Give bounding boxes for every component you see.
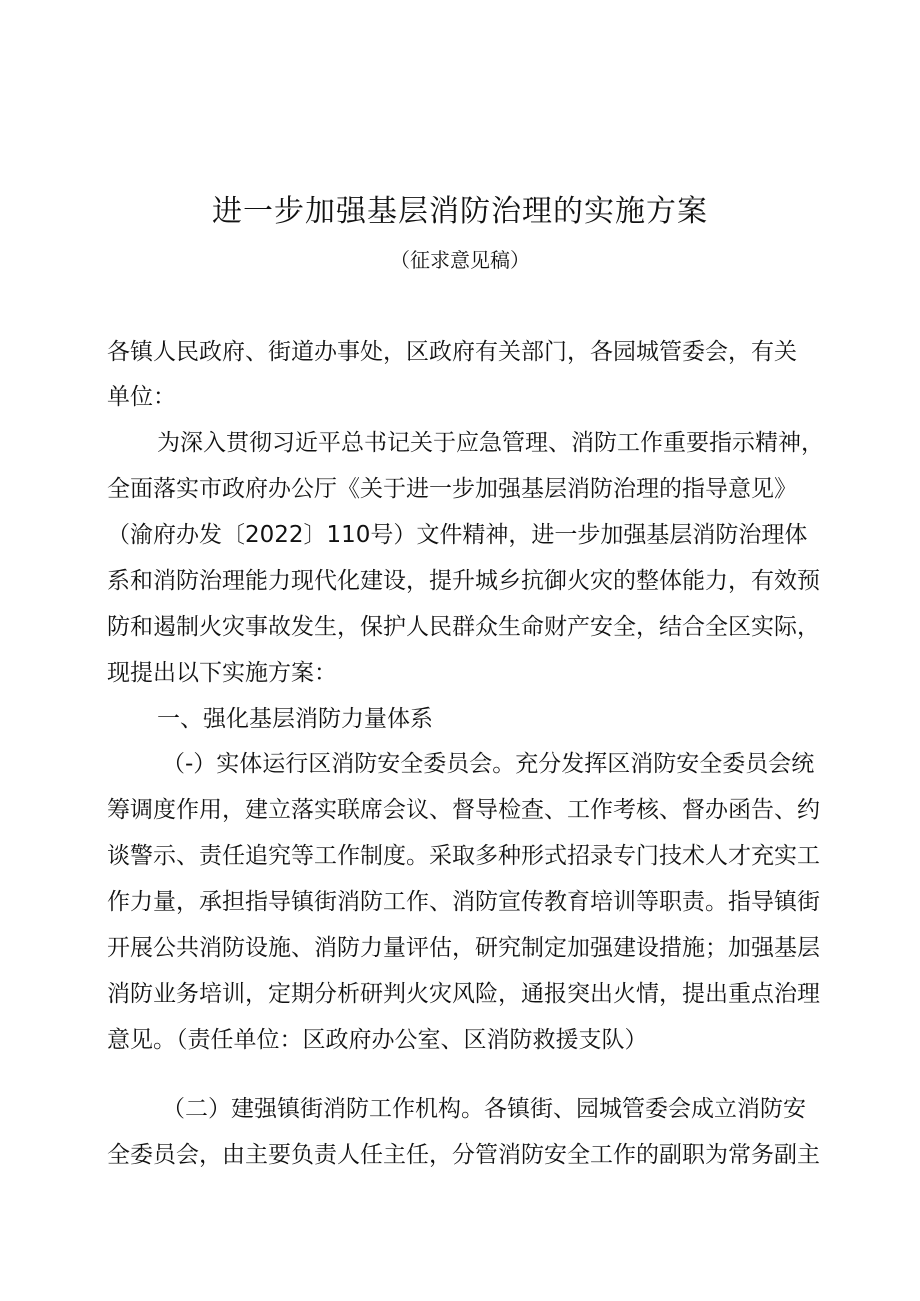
paragraph-line: 意见。（责任单位：区政府办公室、区消防救援支队） [107,1027,648,1053]
paragraph-line: 系和消防治理能力现代化建设，提升城乡抗御火灾的整体能力，有效预 [107,568,820,594]
section-heading: 一、强化基层消防力量体系 [157,706,433,732]
paragraph-line: 谈警示、责任追究等工作制度。采取多种形式招录专门技术人才充实工 [107,843,820,869]
paragraph-line: （二）建强镇街消防工作机构。各镇街、园城管委会成立消防安 [162,1096,806,1122]
paragraph-line: （渝府办发〔2022〕110号）文件精神，进一步加强基层消防治理体 [107,522,808,548]
salutation-line-2: 单位： [107,384,176,410]
paragraph-line: 现提出以下实施方案： [107,660,337,686]
paragraph-line: 全委员会，由主要负责人任主任，分管消防安全工作的副职为常务副主 [107,1142,820,1168]
paragraph-line: 筹调度作用，建立落实联席会议、督导检查、工作考核、督办函告、约 [107,797,820,823]
document-title: 进一步加强基层消防治理的实施方案 [212,194,708,229]
paragraph-line: 开展公共消防设施、消防力量评估，研究制定加强建设措施；加强基层 [107,935,820,961]
paragraph-line: （-）实体运行区消防安全委员会。充分发挥区消防安全委员会统 [162,751,815,777]
document-subtitle: （征求意见稿） [390,248,530,272]
paragraph-line: 作力量，承担指导镇街消防工作、消防宣传教育培训等职责。指导镇街 [107,889,820,915]
salutation-line-1: 各镇人民政府、街道办事处，区政府有关部门，各园城管委会，有关 [107,339,797,365]
paragraph-line: 全面落实市政府办公厅《关于进一步加强基层消防治理的指导意见》 [107,476,797,502]
paragraph-line: 防和遏制火灾事故发生，保护人民群众生命财产安全，结合全区实际， [107,614,820,640]
paragraph-line: 为深入贯彻习近平总书记关于应急管理、消防工作重要指示精神， [157,430,824,456]
paragraph-line: 消防业务培训，定期分析研判火灾风险，通报突出火情，提出重点治理 [107,981,820,1007]
